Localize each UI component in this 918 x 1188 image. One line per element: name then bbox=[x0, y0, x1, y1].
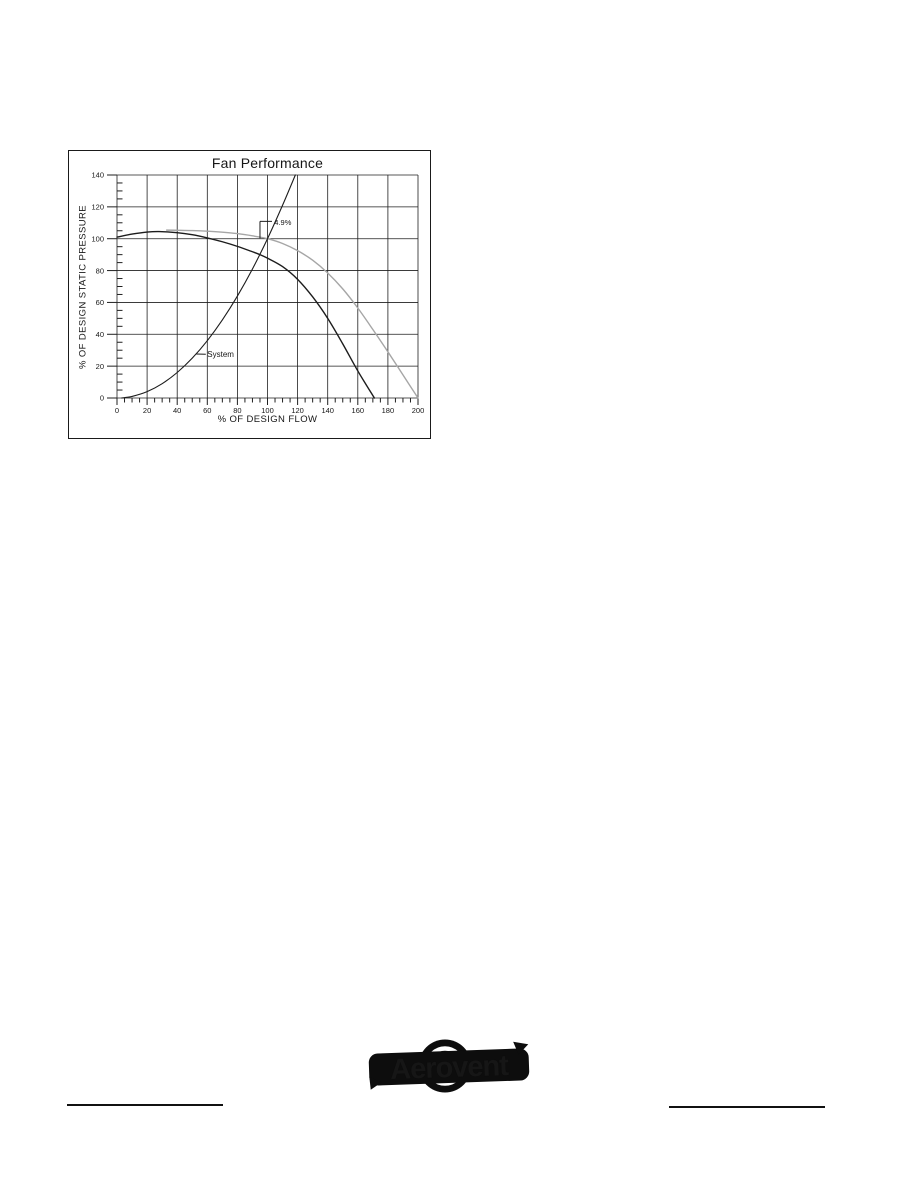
series-fan-curve-with-margin bbox=[167, 230, 418, 398]
footer-rule-left bbox=[67, 1104, 223, 1106]
svg-text:200: 200 bbox=[411, 406, 425, 415]
svg-text:80: 80 bbox=[233, 406, 242, 415]
x-axis-label: % OF DESIGN FLOW bbox=[217, 414, 318, 425]
svg-text:60: 60 bbox=[203, 406, 212, 415]
series-system-curve bbox=[122, 175, 296, 398]
y-axis-label: % OF DESIGN STATIC PRESSURE bbox=[77, 204, 89, 370]
annotation-system-label: System bbox=[207, 350, 234, 360]
tick-labels bbox=[91, 171, 424, 415]
svg-text:120: 120 bbox=[291, 406, 304, 415]
svg-text:20: 20 bbox=[95, 361, 104, 371]
grid-lines bbox=[117, 175, 418, 398]
svg-text:40: 40 bbox=[95, 329, 104, 339]
footer-rule-right bbox=[669, 1106, 825, 1108]
svg-text:160: 160 bbox=[351, 406, 365, 415]
svg-text:60: 60 bbox=[95, 298, 104, 308]
fan-performance-figure bbox=[68, 150, 431, 439]
svg-text:0: 0 bbox=[114, 406, 120, 415]
annotation-pressure-margin: 4.9% bbox=[274, 217, 292, 227]
svg-text:80: 80 bbox=[95, 266, 104, 276]
svg-text:0: 0 bbox=[99, 393, 104, 403]
series-fan-curve-design-rpm bbox=[117, 232, 374, 398]
svg-text:100: 100 bbox=[261, 406, 274, 415]
chart-plot-area bbox=[69, 151, 430, 438]
axis-ticks bbox=[107, 175, 418, 405]
svg-text:120: 120 bbox=[91, 202, 104, 212]
svg-text:40: 40 bbox=[173, 406, 182, 415]
aerovent-logo-graphic bbox=[366, 1038, 532, 1094]
logo-wordmark: Aerovent bbox=[389, 1049, 509, 1087]
chart-title: Fan Performance bbox=[211, 155, 324, 171]
svg-text:140: 140 bbox=[91, 170, 104, 180]
svg-text:100: 100 bbox=[91, 234, 104, 244]
svg-text:140: 140 bbox=[321, 406, 334, 415]
aerovent-logo bbox=[366, 1038, 532, 1094]
svg-text:180: 180 bbox=[381, 406, 395, 415]
svg-text:20: 20 bbox=[142, 406, 152, 415]
